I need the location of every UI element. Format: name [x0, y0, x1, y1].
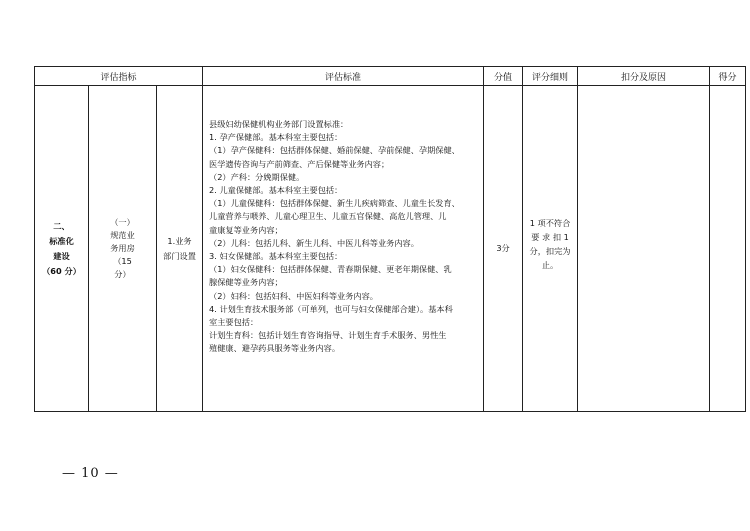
item-cell — [157, 86, 203, 412]
category-line: 二、 — [53, 220, 70, 231]
category-line: （60 分） — [42, 265, 81, 276]
header-scoring-detail: 评分细则 — [523, 67, 578, 86]
header-deduction: 扣分及原因 — [578, 67, 710, 86]
category-line: 建设 — [53, 250, 70, 261]
standard-line: 腺保健等业务内容； — [209, 277, 283, 288]
detail-line: 分，扣完为 — [529, 246, 571, 256]
standard-line: 县级妇幼保健机构业务部门设置标准： — [209, 119, 349, 129]
points-cell: 3分 — [484, 86, 523, 412]
subcategory-line: 分） — [114, 269, 131, 279]
evaluation-table — [34, 66, 746, 412]
standard-line: 殖健康、避孕药具服务等业务内容。 — [209, 343, 341, 354]
header-score: 得分 — [710, 67, 746, 86]
standard-line: 1. 孕产保健部。基本科室主要包括： — [209, 132, 343, 143]
standard-line: 计划生育科：包括计划生育咨询指导、计划生育手术服务、男性生 — [209, 330, 447, 341]
subcategory-line: （15 — [113, 256, 132, 266]
standard-line: （1）儿童保健科：包括群体保健、新生儿疾病筛查、儿童生长发育、 — [209, 198, 460, 209]
standard-line: （2）妇科：包括妇科、中医妇科等业务内容。 — [209, 290, 378, 301]
standard-line: 医学遗传咨询与产前筛查、产后保健等业务内容； — [209, 158, 390, 169]
detail-line: 止。 — [541, 260, 559, 270]
subcategory-line: （一） — [110, 217, 135, 227]
header-standard: 评估标准 — [203, 67, 484, 86]
score-cell — [710, 86, 746, 412]
subcategory-cell — [89, 86, 157, 412]
header-indicator: 评估指标 — [35, 67, 203, 86]
table-row — [35, 86, 746, 412]
subcategory-line: 务用房 — [110, 243, 135, 253]
deduction-cell — [578, 86, 710, 412]
scoring-detail-cell — [523, 86, 578, 412]
detail-line: 要 求 扣 1 — [531, 232, 569, 242]
table-header-row — [35, 67, 746, 86]
standard-cell — [203, 86, 484, 412]
subcategory-line: 规范业 — [110, 230, 135, 240]
standard-line: 室主要包括： — [209, 317, 259, 328]
standard-line: 2. 儿童保健部。基本科室主要包括： — [209, 185, 343, 196]
header-points: 分值 — [484, 67, 523, 86]
standard-line: 儿童营养与喂养、儿童心理卫生、儿童五官保健、高危儿管理、儿 — [209, 211, 447, 222]
standard-line: （1）妇女保健科：包括群体保健、青春期保健、更老年期保健、乳 — [209, 264, 452, 275]
item-line: 部门设置 — [163, 250, 196, 261]
standard-line: （2）产科：分娩期保健。 — [209, 171, 305, 182]
standard-line: （1）孕产保健科：包括群体保健、婚前保健、孕前保健、孕期保健、 — [209, 145, 460, 156]
detail-line: 1 项不符合 — [529, 218, 571, 228]
standard-line: 4. 计划生育技术服务部（可单列，也可与妇女保健部合建）。基本科 — [209, 303, 453, 314]
page-number: — 10 — — [62, 466, 119, 481]
category-line: 标准化 — [49, 235, 74, 246]
standard-line: 童康复等业务内容； — [209, 224, 283, 235]
standard-line: （2）儿科：包括儿科、新生儿科、中医儿科等业务内容。 — [209, 237, 419, 248]
category-cell — [35, 86, 89, 412]
item-line: 1.业务 — [167, 235, 192, 246]
standard-line: 3. 妇女保健部。基本科室主要包括： — [209, 251, 343, 262]
